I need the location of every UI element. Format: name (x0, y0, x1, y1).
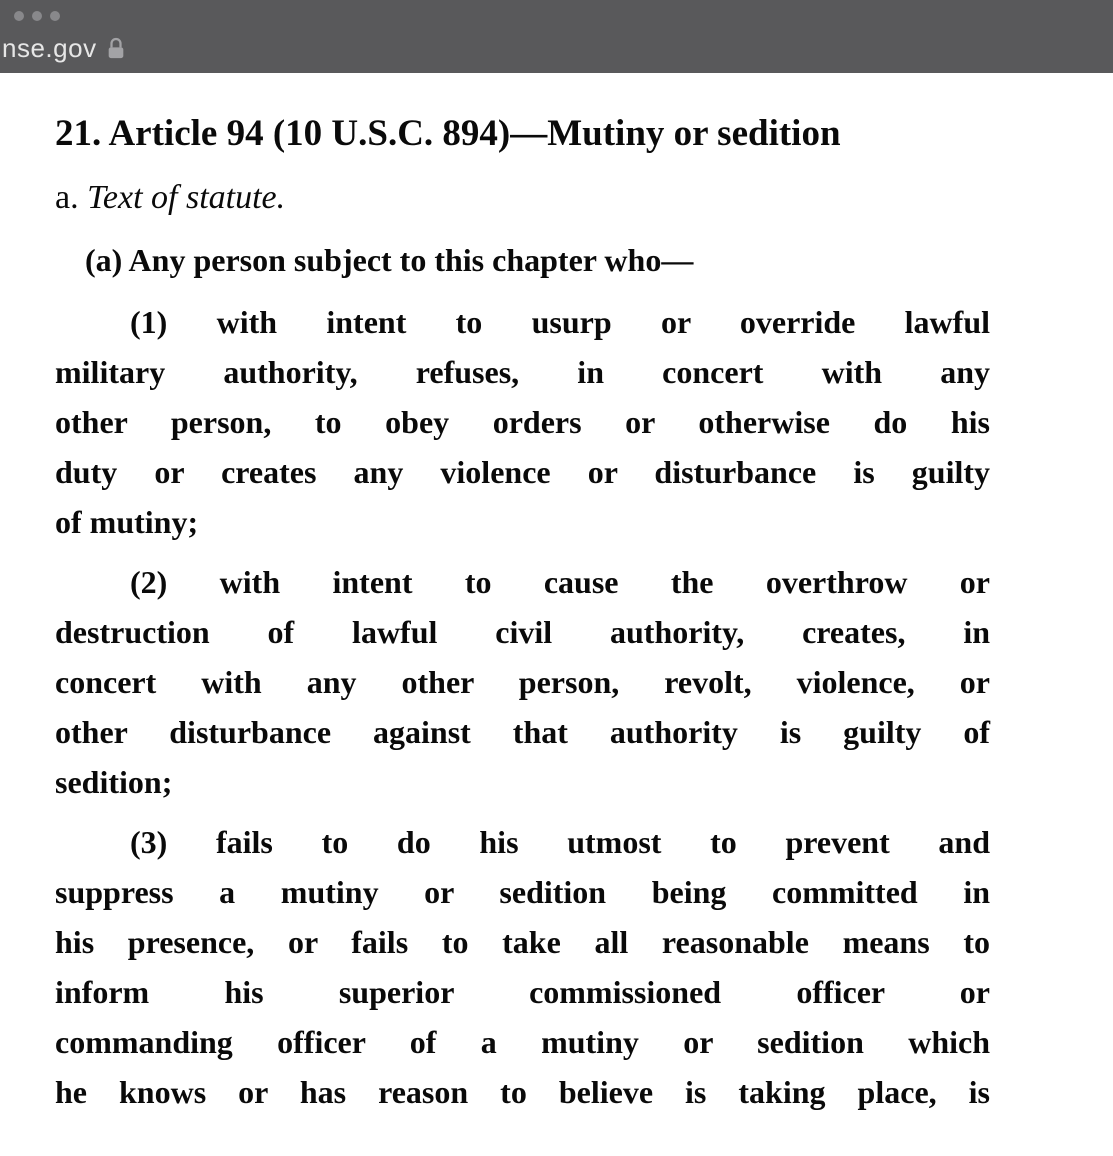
statute-label-prefix: a. (55, 179, 88, 216)
window-dot[interactable] (14, 11, 24, 21)
statute-line: (3) fails to do his utmost to prevent and (130, 824, 990, 860)
statute-paragraph-3 (55, 817, 990, 1117)
statute-line: he knows or has reason to believe is taking place, is (55, 1074, 990, 1110)
statute-line: sedition; (55, 764, 173, 800)
statute-line: (2) with intent to cause the overthrow or (130, 564, 990, 600)
statute-line: of mutiny; (55, 504, 199, 540)
statute-line: suppress a mutiny or sedition being committed in (55, 874, 990, 910)
window-dot[interactable] (32, 11, 42, 21)
statute-paragraph-1 (55, 297, 990, 547)
lock-icon (107, 37, 125, 60)
document-page (0, 73, 1113, 1117)
statute-label-italic: Text of statute. (87, 179, 286, 216)
statute-line: his presence, or fails to take all reasonable means to (55, 924, 990, 960)
window-dots (14, 11, 60, 21)
statute-line: military authority, refuses, in concert with any (55, 354, 990, 390)
statute-line: (1) with intent to usurp or override lawful (130, 304, 990, 340)
address-bar[interactable] (2, 33, 125, 64)
browser-bar (0, 0, 1113, 73)
statute-paragraph-2 (55, 557, 990, 807)
statute-line: concert with any other person, revolt, violence, or (55, 664, 990, 700)
statute-label (55, 173, 990, 223)
statute-line: commanding officer of a mutiny or sedition which (55, 1024, 990, 1060)
statute-line: duty or creates any violence or disturbance is guilty (55, 454, 990, 490)
statute-line: inform his superior commissioned officer or (55, 974, 990, 1010)
document-content (55, 109, 990, 1117)
statute-line: destruction of lawful civil authority, creates, in (55, 614, 990, 650)
article-heading: 21. Article 94 (10 U.S.C. 894)—Mutiny or sedition (55, 113, 841, 154)
statute-line: other disturbance against that authority is guilty of (55, 714, 990, 750)
window-dot[interactable] (50, 11, 60, 21)
intro-paragraph: (a) Any person subject to this chapter who— (85, 242, 694, 278)
url-text[interactable]: nse.gov (2, 33, 97, 63)
statute-line: other person, to obey orders or otherwise do his (55, 404, 990, 440)
